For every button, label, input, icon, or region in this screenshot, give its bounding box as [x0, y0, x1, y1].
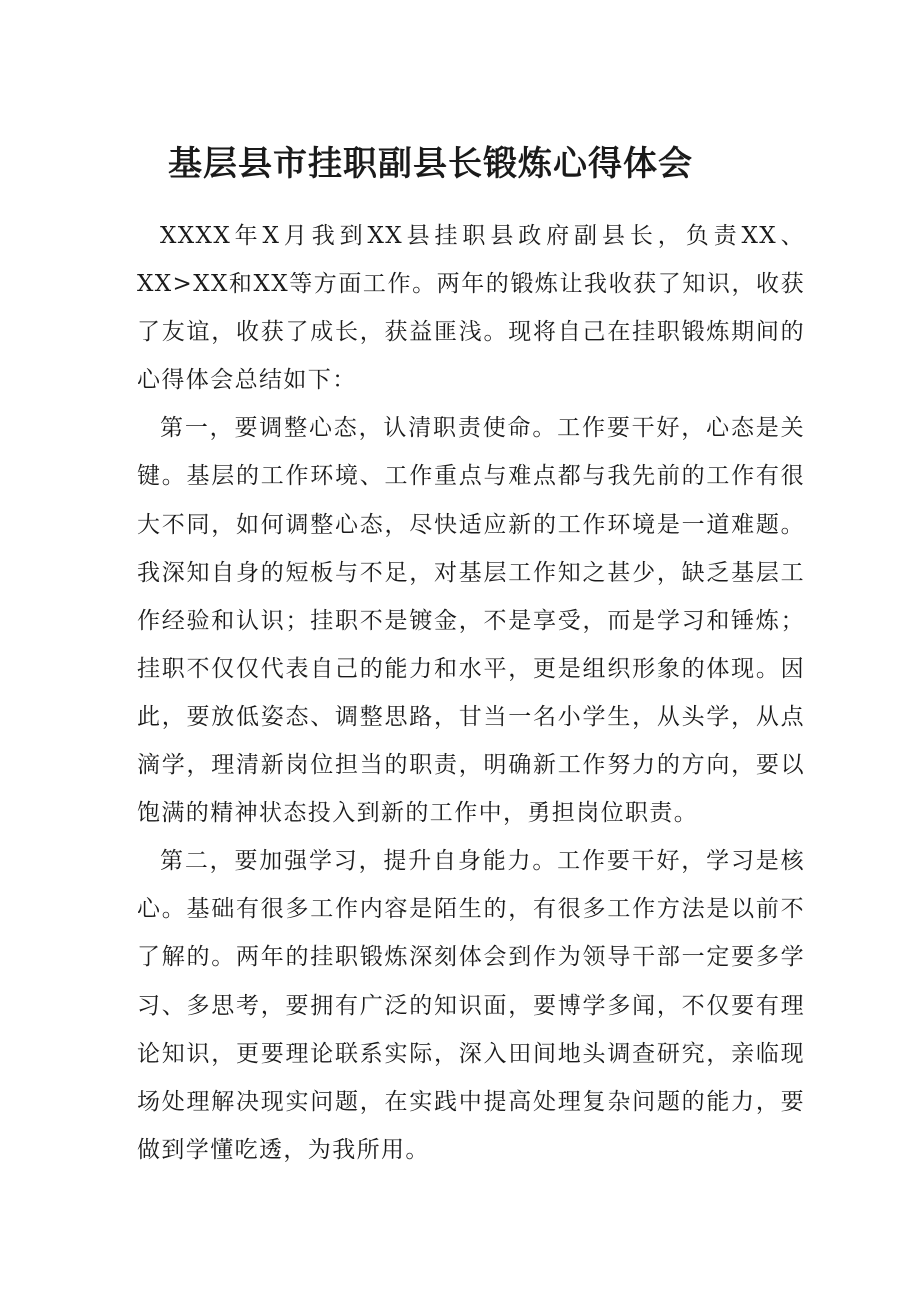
- document-title: 基层县市挂职副县长锻炼心得体会: [168, 144, 693, 184]
- paragraph-second-point: 第二，要加强学习，提升自身能力。工作要干好，学习是核心。基础有很多工作内容是陌生的，有很多工作方法是以前不了解的。两年的挂职锻炼深刻体会到作为领导干部一定要多学习、多思考，要拥有广泛的知识面，要博学多闻，不仅要有理论知识，更要理论联系实际，深入田间地头调查研究，亲临现场处理解决现实问题，在实践中提高处理复杂问题的能力，要做到学懂吃透，为我所用。: [137, 848, 805, 1163]
- paragraph-first-point: 第一，要调整心态，认清职责使命。工作要干好，心态是关键。基层的工作环境、工作重点与难点都与我先前的工作有很大不同，如何调整心态，尽快适应新的工作环境是一道难题。我深知自身的短板与不足，对基层工作知之甚少，缺乏基层工作经验和认识；挂职不是镀金，不是享受，而是学习和锤炼；挂职不仅仅代表自己的能力和水平，更是组织形象的体现。因此，要放低姿态、调整思路，甘当一名小学生，从头学，从点滴学，理清新岗位担当的职责，明确新工作努力的方向，要以饱满的精神状态投入到新的工作中，勇担岗位职责。: [137, 415, 805, 827]
- paragraph-intro: XXXX年X月我到XX县挂职县政府副县长，负责XX、XX>XX和XX等方面工作。两年的锻炼让我收获了知识，收获了友谊，收获了成长，获益匪浅。现将自己在挂职锻炼期间的心得体会总结如下：: [137, 223, 805, 394]
- document-body: [137, 212, 805, 1174]
